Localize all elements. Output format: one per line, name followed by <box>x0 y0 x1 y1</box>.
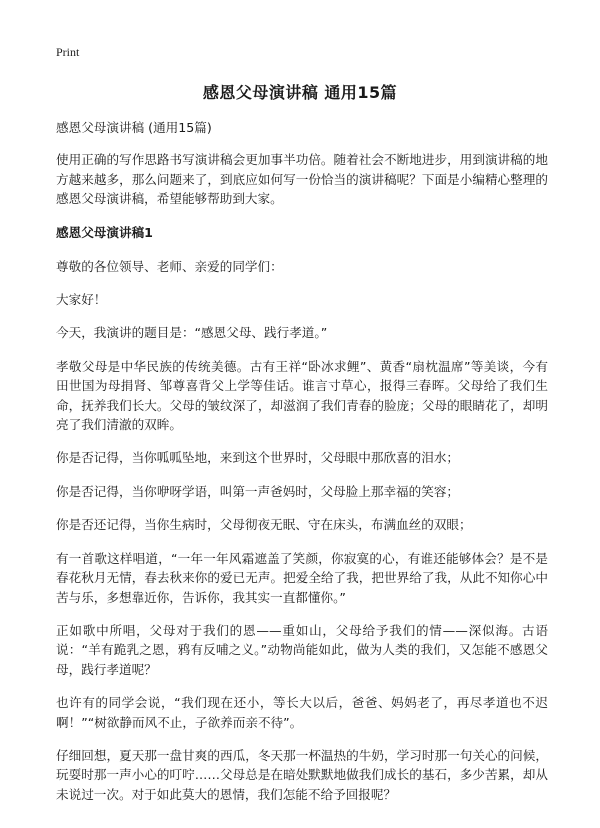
salutation-paragraph: 尊敬的各位领导、老师、亲爱的同学们： <box>56 258 283 274</box>
body-paragraph: 也许有的同学会说，“我们现在还小，等长大以后，爸爸、妈妈老了，再尽孝道也不迟啊！”“树欲静而风不止，子欲养而亲不待”。 <box>56 695 548 730</box>
document-body <box>56 118 548 818</box>
intro-paragraph: 使用正确的写作思路书写演讲稿会更加事半功倍。随着社会不断地进步，用到演讲稿的地方越来越多，那么问题来了，到底应如何写一份恰当的演讲稿呢？下面是小编精心整理的感恩父母演讲稿，希望能够帮助到大家。 <box>56 152 548 207</box>
body-paragraph: 你是否记得，当你呱呱坠地，来到这个世界时，父母眼中那欣喜的泪水； <box>56 450 459 466</box>
page-title: 感恩父母演讲稿 通用15篇 <box>202 83 398 102</box>
body-paragraph: 你是否还记得，当你生病时，父母彻夜无眠、守在床头，布满血丝的双眼； <box>56 517 472 533</box>
body-paragraph: 你是否记得，当你咿呀学语，叫第一声爸妈时，父母脸上那幸福的笑容； <box>56 483 459 499</box>
topic-paragraph: 今天，我演讲的题目是：“感恩父母、践行孝道。” <box>56 325 328 341</box>
greeting-paragraph: 大家好！ <box>56 292 107 308</box>
section-heading: 感恩父母演讲稿1 <box>56 224 153 240</box>
body-paragraph: 孝敬父母是中华民族的传统美德。古有王祥“卧冰求鲤”、黄香“扇枕温席”等美谈，今有田世国为母捐肾、邹尊喜背父上学等佳话。谁言寸草心，报得三春晖。父母给了我们生命，抚养我们长大。父母的皱纹深了，却滋润了我们青春的脸庞；父母的眼睛花了，却明亮了我们清澈的双眸。 <box>56 358 548 433</box>
body-paragraph: 仔细回想，夏天那一盘甘爽的西瓜，冬天那一杯温热的牛奶，学习时那一句关心的问候，玩耍时那一声小心的叮咛……父母总是在暗处默默地做我们成长的基石，多少苦累，却从未说过一次。对于如此莫大的恩情，我们怎能不给予回报呢？ <box>56 747 548 802</box>
document-subtitle: 感恩父母演讲稿 (通用15篇) <box>56 120 212 135</box>
body-paragraph: 正如歌中所唱，父母对于我们的恩——重如山，父母给予我们的情——深似海。古语说：“羊有跪乳之恩，鸦有反哺之义。”动物尚能如此，做为人类的我们，又怎能不感恩父母，践行孝道呢？ <box>56 622 548 677</box>
body-paragraph: 有一首歌这样唱道，“一年一年风霜遮盖了笑颜，你寂寞的心，有谁还能够体会？是不是春花秋月无情，春去秋来你的爱已无声。把爱全给了我，把世界给了我，从此不知你心中苦与乐，多想靠近你，告诉你，我其实一直都懂你。” <box>56 550 548 605</box>
print-link[interactable]: Print <box>56 45 80 59</box>
